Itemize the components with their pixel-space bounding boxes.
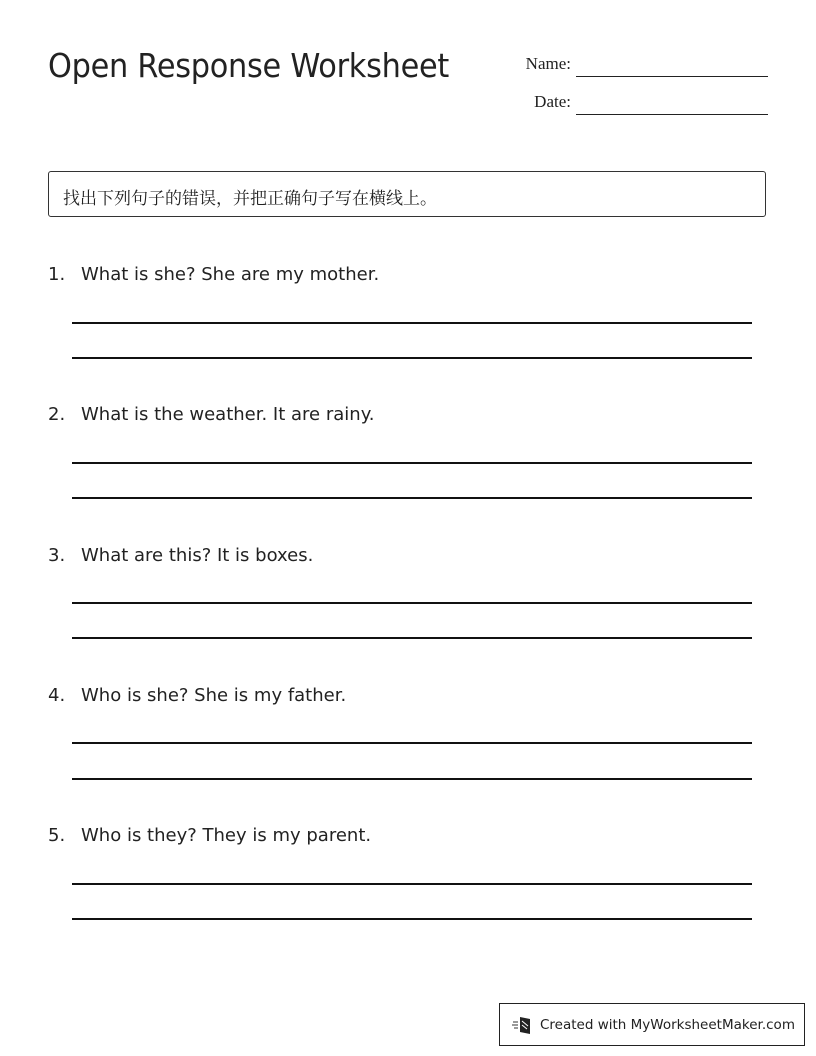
name-line[interactable]: [576, 76, 768, 77]
question-text: What are this? It is boxes.: [81, 545, 314, 566]
worksheet-logo-icon: [512, 1014, 534, 1036]
question-1: [48, 264, 379, 285]
instructions-box: [48, 171, 766, 217]
answer-line[interactable]: [72, 462, 752, 464]
instructions-text: 找出下列句子的错误，并把正确句子写在横线上。: [63, 189, 437, 209]
question-number: 1.: [48, 264, 66, 285]
question-5: [48, 825, 371, 846]
date-label: Date:: [534, 92, 571, 111]
answer-line[interactable]: [72, 778, 752, 780]
answer-line[interactable]: [72, 883, 752, 885]
question-number: 5.: [48, 825, 66, 846]
answer-line[interactable]: [72, 742, 752, 744]
question-number: 2.: [48, 404, 66, 425]
question-2: [48, 404, 375, 425]
question-number: 4.: [48, 685, 66, 706]
question-text: Who is they? They is my parent.: [81, 825, 372, 846]
answer-line[interactable]: [72, 602, 752, 604]
page-title: Open Response Worksheet: [48, 46, 450, 85]
name-label: Name:: [525, 54, 571, 73]
answer-line[interactable]: [72, 322, 752, 324]
question-3: [48, 545, 313, 566]
answer-line[interactable]: [72, 497, 752, 499]
footer-text: Created with MyWorksheetMaker.com: [540, 1016, 795, 1033]
footer-credit[interactable]: [499, 1003, 805, 1046]
answer-line[interactable]: [72, 637, 752, 639]
question-number: 3.: [48, 545, 66, 566]
date-line[interactable]: [576, 114, 768, 115]
question-text: What is the weather. It are rainy.: [81, 404, 375, 425]
question-text: Who is she? She is my father.: [81, 685, 347, 706]
question-4: [48, 685, 346, 706]
question-text: What is she? She are my mother.: [81, 264, 380, 285]
answer-line[interactable]: [72, 918, 752, 920]
answer-line[interactable]: [72, 357, 752, 359]
